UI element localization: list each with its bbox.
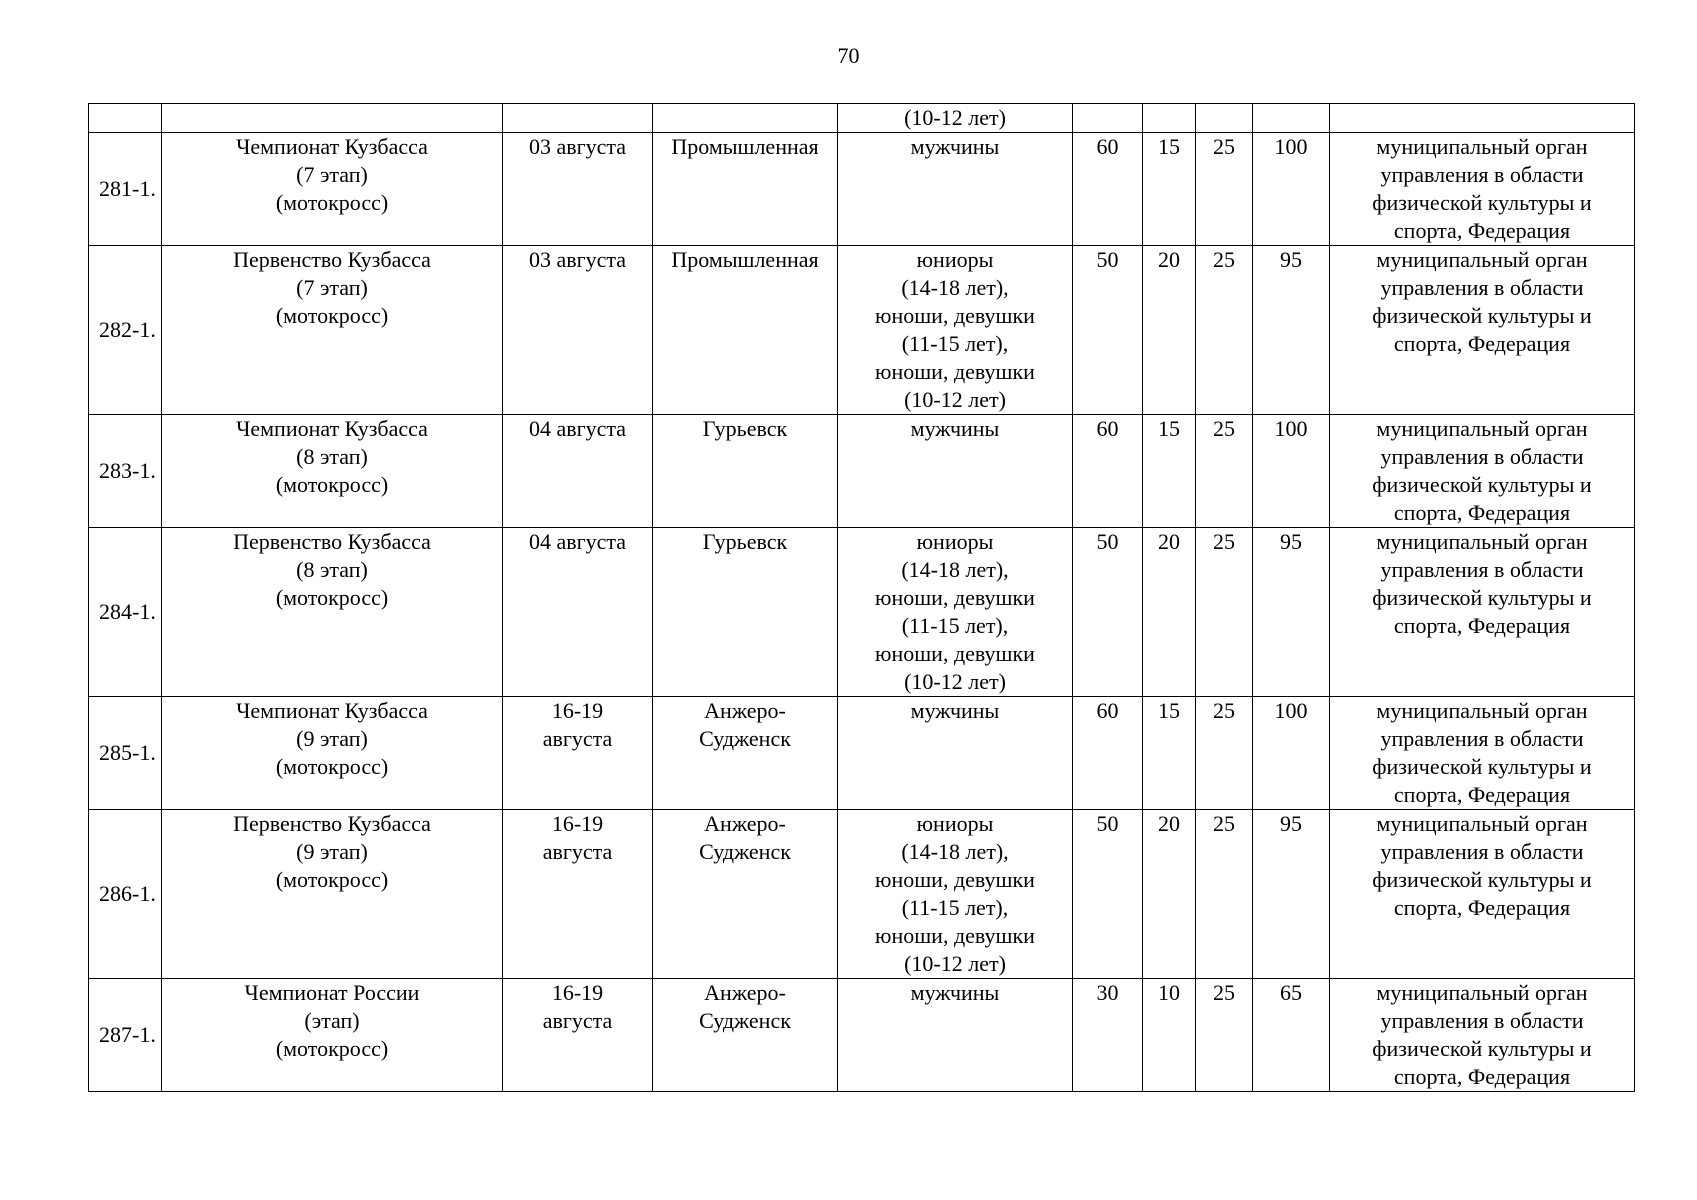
cell-category bbox=[838, 415, 1073, 528]
cell-organizer bbox=[1330, 415, 1635, 528]
cell-n3: 25 bbox=[1196, 246, 1253, 415]
cell-place bbox=[653, 415, 838, 528]
category-line: (14-18 лет), bbox=[901, 839, 1009, 864]
event-line: (7 этап) bbox=[296, 162, 368, 187]
table-row bbox=[89, 697, 1635, 810]
category-line: мужчины bbox=[910, 416, 1000, 441]
category-line: мужчины bbox=[910, 134, 1000, 159]
organizer-line: спорта, Федерация bbox=[1393, 500, 1571, 525]
event-line: Чемпионат Кузбасса bbox=[236, 134, 428, 159]
table-row bbox=[89, 133, 1635, 246]
organizer-line: физической культуры и bbox=[1372, 754, 1592, 779]
event-line: Первенство Кузбасса bbox=[233, 247, 431, 272]
organizer-line: управления в области bbox=[1380, 726, 1584, 751]
cell-total bbox=[1253, 104, 1330, 133]
category-line: мужчины bbox=[910, 980, 1000, 1005]
organizer-line: муниципальный орган bbox=[1376, 247, 1588, 272]
cell-event bbox=[162, 104, 503, 133]
organizer-line: муниципальный орган bbox=[1376, 134, 1588, 159]
cell-n2: 10 bbox=[1143, 979, 1196, 1092]
cell-organizer bbox=[1330, 528, 1635, 697]
event-line: (этап) bbox=[304, 1008, 360, 1033]
organizer-line: спорта, Федерация bbox=[1393, 613, 1571, 638]
place-line: Анжеро- bbox=[704, 980, 786, 1005]
organizer-line: управления в области bbox=[1380, 839, 1584, 864]
cell-num bbox=[89, 104, 162, 133]
cell-n2 bbox=[1143, 104, 1196, 133]
cell-n2: 15 bbox=[1143, 415, 1196, 528]
cell-category bbox=[838, 528, 1073, 697]
organizer-line: физической культуры и bbox=[1372, 867, 1592, 892]
cell-organizer bbox=[1330, 104, 1635, 133]
category-line: (11-15 лет), bbox=[901, 331, 1009, 356]
cell-num: 283-1. bbox=[89, 415, 162, 528]
table-row bbox=[89, 810, 1635, 979]
cell-organizer bbox=[1330, 133, 1635, 246]
category-line: юноши, девушки bbox=[875, 867, 1035, 892]
cell-organizer bbox=[1330, 697, 1635, 810]
place-line: Судженск bbox=[699, 726, 791, 751]
cell-n1: 60 bbox=[1073, 133, 1143, 246]
date-line: 04 августа bbox=[528, 416, 627, 441]
date-line: 03 августа bbox=[528, 134, 627, 159]
event-line: (мотокросс) bbox=[275, 1036, 389, 1061]
cell-event bbox=[162, 133, 503, 246]
event-line: (9 этап) bbox=[296, 726, 368, 751]
page-number: 70 bbox=[837, 43, 860, 68]
cell-category bbox=[838, 246, 1073, 415]
cell-total: 65 bbox=[1253, 979, 1330, 1092]
cell-category bbox=[838, 810, 1073, 979]
cell-n1: 50 bbox=[1073, 246, 1143, 415]
category-line: (10-12 лет) bbox=[904, 951, 1006, 976]
category-line: юниоры bbox=[916, 811, 994, 836]
place-line: Анжеро- bbox=[704, 698, 786, 723]
continuation-row bbox=[89, 104, 1635, 133]
organizer-line: управления в области bbox=[1380, 1008, 1584, 1033]
category-line: (11-15 лет), bbox=[901, 613, 1009, 638]
organizer-line: физической культуры и bbox=[1372, 190, 1592, 215]
organizer-line: управления в области bbox=[1380, 275, 1584, 300]
cell-organizer bbox=[1330, 246, 1635, 415]
organizer-line: физической культуры и bbox=[1372, 585, 1592, 610]
organizer-line: муниципальный орган bbox=[1376, 698, 1588, 723]
cell-date bbox=[503, 528, 653, 697]
category-line: юноши, девушки bbox=[875, 303, 1035, 328]
event-line: Чемпионат Кузбасса bbox=[236, 698, 428, 723]
cell-n2: 20 bbox=[1143, 528, 1196, 697]
cell-n1: 50 bbox=[1073, 810, 1143, 979]
organizer-line: муниципальный орган bbox=[1376, 529, 1588, 554]
cell-n3: 25 bbox=[1196, 697, 1253, 810]
event-line: Первенство Кузбасса bbox=[233, 811, 431, 836]
cell-num: 284-1. bbox=[89, 528, 162, 697]
cell-num: 287-1. bbox=[89, 979, 162, 1092]
organizer-line: муниципальный орган bbox=[1376, 980, 1588, 1005]
cell-n3 bbox=[1196, 104, 1253, 133]
cell-place bbox=[653, 133, 838, 246]
category-line: мужчины bbox=[910, 698, 1000, 723]
organizer-line: спорта, Федерация bbox=[1393, 1064, 1571, 1089]
organizer-line: спорта, Федерация bbox=[1393, 782, 1571, 807]
table-row bbox=[89, 528, 1635, 697]
event-line: (мотокросс) bbox=[275, 867, 389, 892]
organizer-line: спорта, Федерация bbox=[1393, 895, 1571, 920]
cell-n2: 15 bbox=[1143, 133, 1196, 246]
category-line: юноши, девушки bbox=[875, 585, 1035, 610]
cell-event bbox=[162, 810, 503, 979]
cell-date bbox=[503, 133, 653, 246]
cell-date bbox=[503, 979, 653, 1092]
cell-n2: 20 bbox=[1143, 810, 1196, 979]
table-row bbox=[89, 246, 1635, 415]
date-line: 03 августа bbox=[528, 247, 627, 272]
cell-num: 285-1. bbox=[89, 697, 162, 810]
cell-total: 95 bbox=[1253, 528, 1330, 697]
category-line: юниоры bbox=[916, 247, 994, 272]
event-line: (8 этап) bbox=[296, 444, 368, 469]
cell-date bbox=[503, 246, 653, 415]
place-line: Анжеро- bbox=[704, 811, 786, 836]
category-line: юноши, девушки bbox=[875, 359, 1035, 384]
place-line: Гурьевск bbox=[702, 416, 788, 441]
cell-total: 100 bbox=[1253, 415, 1330, 528]
organizer-line: муниципальный орган bbox=[1376, 811, 1588, 836]
category-line: (10-12 лет) bbox=[904, 387, 1006, 412]
organizer-line: спорта, Федерация bbox=[1393, 331, 1571, 356]
cell-place bbox=[653, 810, 838, 979]
cell-date bbox=[503, 697, 653, 810]
cell-place bbox=[653, 104, 838, 133]
organizer-line: физической культуры и bbox=[1372, 1036, 1592, 1061]
organizer-line: управления в области bbox=[1380, 444, 1584, 469]
place-line: Промышленная bbox=[671, 247, 819, 272]
date-line: августа bbox=[542, 1008, 613, 1033]
category-line: юноши, девушки bbox=[875, 923, 1035, 948]
cell-n1: 60 bbox=[1073, 415, 1143, 528]
cell-place bbox=[653, 697, 838, 810]
event-line: (мотокросс) bbox=[275, 754, 389, 779]
event-line: Первенство Кузбасса bbox=[233, 529, 431, 554]
date-line: 04 августа bbox=[528, 529, 627, 554]
cell-category bbox=[838, 697, 1073, 810]
organizer-line: муниципальный орган bbox=[1376, 416, 1588, 441]
table-row bbox=[89, 979, 1635, 1092]
cell-num: 286-1. bbox=[89, 810, 162, 979]
cell-place bbox=[653, 528, 838, 697]
event-line: (мотокросс) bbox=[275, 303, 389, 328]
date-line: 16-19 bbox=[551, 698, 604, 723]
cell-date bbox=[503, 810, 653, 979]
event-line: (мотокросс) bbox=[275, 472, 389, 497]
cell-n2: 15 bbox=[1143, 697, 1196, 810]
table-row bbox=[89, 415, 1635, 528]
cell-n1: 60 bbox=[1073, 697, 1143, 810]
category-line: (10-12 лет) bbox=[904, 669, 1006, 694]
cell-num: 281-1. bbox=[89, 133, 162, 246]
cell-n2: 20 bbox=[1143, 246, 1196, 415]
event-line: Чемпионат Кузбасса bbox=[236, 416, 428, 441]
cell-total: 95 bbox=[1253, 246, 1330, 415]
cell-n3: 25 bbox=[1196, 979, 1253, 1092]
place-line: Промышленная bbox=[671, 134, 819, 159]
date-line: 16-19 bbox=[551, 980, 604, 1005]
organizer-line: физической культуры и bbox=[1372, 472, 1592, 497]
cell-n3: 25 bbox=[1196, 810, 1253, 979]
event-line: (мотокросс) bbox=[275, 585, 389, 610]
date-line: августа bbox=[542, 839, 613, 864]
category-line: юниоры bbox=[916, 529, 994, 554]
event-line: (7 этап) bbox=[296, 275, 368, 300]
cell-event bbox=[162, 697, 503, 810]
category-line: (11-15 лет), bbox=[901, 895, 1009, 920]
place-line: Судженск bbox=[699, 839, 791, 864]
cell-n3: 25 bbox=[1196, 415, 1253, 528]
organizer-line: спорта, Федерация bbox=[1393, 218, 1571, 243]
event-line: Чемпионат России bbox=[244, 980, 420, 1005]
event-line: (мотокросс) bbox=[275, 190, 389, 215]
cell-event bbox=[162, 246, 503, 415]
cell-category bbox=[838, 979, 1073, 1092]
organizer-line: управления в области bbox=[1380, 557, 1584, 582]
cell-n3: 25 bbox=[1196, 528, 1253, 697]
cell-total: 95 bbox=[1253, 810, 1330, 979]
cell-organizer bbox=[1330, 979, 1635, 1092]
date-line: августа bbox=[542, 726, 613, 751]
category-line: (14-18 лет), bbox=[901, 275, 1009, 300]
cell-category bbox=[838, 133, 1073, 246]
event-line: (9 этап) bbox=[296, 839, 368, 864]
cell-n3: 25 bbox=[1196, 133, 1253, 246]
place-line: Гурьевск bbox=[702, 529, 788, 554]
organizer-line: управления в области bbox=[1380, 162, 1584, 187]
events-table bbox=[88, 103, 1635, 1092]
cell-n1: 30 bbox=[1073, 979, 1143, 1092]
cell-num: 282-1. bbox=[89, 246, 162, 415]
date-line: 16-19 bbox=[551, 811, 604, 836]
cell-total: 100 bbox=[1253, 697, 1330, 810]
event-line: (8 этап) bbox=[296, 557, 368, 582]
cell-event bbox=[162, 979, 503, 1092]
category-line: юноши, девушки bbox=[875, 641, 1035, 666]
cell-n1: 50 bbox=[1073, 528, 1143, 697]
cell-place bbox=[653, 979, 838, 1092]
place-line: Судженск bbox=[699, 1008, 791, 1033]
cell-total: 100 bbox=[1253, 133, 1330, 246]
cell-event bbox=[162, 415, 503, 528]
cell-organizer bbox=[1330, 810, 1635, 979]
cell-date bbox=[503, 104, 653, 133]
category-line: (14-18 лет), bbox=[901, 557, 1009, 582]
cell-place bbox=[653, 246, 838, 415]
cell-n1 bbox=[1073, 104, 1143, 133]
cell-event bbox=[162, 528, 503, 697]
organizer-line: физической культуры и bbox=[1372, 303, 1592, 328]
cell-date bbox=[503, 415, 653, 528]
cell-category: (10-12 лет) bbox=[838, 104, 1073, 133]
